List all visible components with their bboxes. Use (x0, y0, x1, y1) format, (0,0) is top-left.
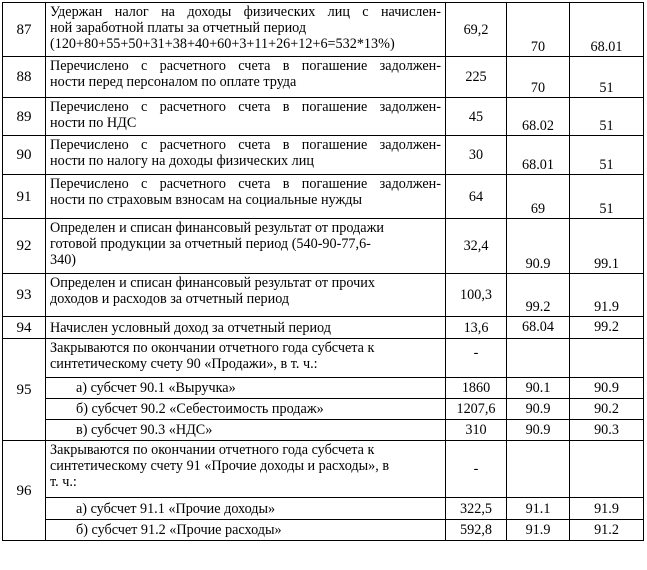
description-line: синтетическому счету 91 «Прочие доходы и расходы», в (50, 458, 390, 474)
entry-amount: 13,6 (446, 317, 507, 339)
credit-account (570, 441, 644, 498)
debit-account: 90.9 (507, 420, 570, 441)
debit-account: 90.1 (507, 378, 570, 399)
entry-amount: 64 (446, 175, 507, 219)
credit-account: 68.01 (570, 3, 644, 57)
credit-account: 90.9 (570, 378, 644, 399)
debit-account (507, 441, 570, 498)
description-line: 340) (50, 252, 77, 268)
description-line: (120+80+55+50+31+38+40+60+3+11+26+12+6=532*13%) (50, 36, 395, 52)
table-row (3, 175, 644, 219)
entry-number: 95 (3, 339, 46, 441)
entry-description (46, 274, 446, 317)
debit-account: 90.9 (507, 219, 570, 274)
credit-account: 51 (570, 57, 644, 98)
entry-amount: 225 (446, 57, 507, 98)
debit-account: 90.9 (507, 399, 570, 420)
description-line: готовой продукции за отчетный период (540-90-77,6- (50, 236, 371, 252)
table-row (3, 378, 644, 399)
credit-account: 99.2 (570, 317, 644, 339)
table-row (3, 399, 644, 420)
entry-description (46, 219, 446, 274)
journal-entries-table (2, 2, 644, 541)
description-line: ности перед персоналом по оплате труда (50, 74, 297, 90)
subaccount-label: в) субсчет 90.3 «НДС» (46, 420, 446, 441)
description-line: ности по страховым взносам на социальные нужды (50, 192, 363, 208)
description-line: т. ч.: (50, 474, 77, 490)
subaccount-label: б) субсчет 91.2 «Прочие расходы» (46, 520, 446, 541)
debit-account: 91.1 (507, 498, 570, 520)
entry-amount: 100,3 (446, 274, 507, 317)
credit-account: 91.9 (570, 274, 644, 317)
description-line: Определен и списан финансовый результат от продажи (50, 220, 384, 236)
table-row (3, 317, 644, 339)
entry-number: 93 (3, 274, 46, 317)
entry-amount: 310 (446, 420, 507, 441)
description-line: Определен и списан финансовый результат от прочих (50, 275, 375, 291)
entry-description (46, 175, 446, 219)
debit-account: 69 (507, 175, 570, 219)
description-line: ной заработной платы за отчетный период (50, 20, 307, 36)
entry-description (46, 339, 446, 378)
entry-description (46, 57, 446, 98)
debit-account: 68.01 (507, 136, 570, 175)
entry-number: 89 (3, 98, 46, 136)
credit-account: 51 (570, 136, 644, 175)
entry-description (46, 317, 446, 339)
table-row (3, 219, 644, 274)
description-line: Перечислено с расчетного счета в погашение задолжен- (50, 137, 441, 153)
entry-number: 88 (3, 57, 46, 98)
debit-account: 91.9 (507, 520, 570, 541)
description-line: Закрываются по окончании отчетного года субсчета к (50, 340, 375, 356)
entry-number: 90 (3, 136, 46, 175)
debit-account (507, 339, 570, 378)
subaccount-label: а) субсчет 91.1 «Прочие доходы» (46, 498, 446, 520)
description-line: синтетическому счету 90 «Продажи», в т. ч.: (50, 356, 318, 372)
credit-account: 91.9 (570, 498, 644, 520)
description-line: ности по НДС (50, 115, 137, 131)
entry-number: 91 (3, 175, 46, 219)
table-row (3, 441, 644, 498)
entry-amount: 1860 (446, 378, 507, 399)
entry-amount: 45 (446, 98, 507, 136)
table-row (3, 520, 644, 541)
entry-number: 87 (3, 3, 46, 57)
credit-account: 90.2 (570, 399, 644, 420)
table-row (3, 274, 644, 317)
entry-amount: - (446, 441, 507, 498)
entry-description (46, 98, 446, 136)
entry-amount: - (446, 339, 507, 378)
credit-account: 51 (570, 98, 644, 136)
description-line: ности по налогу на доходы физических лиц (50, 153, 314, 169)
entry-number: 94 (3, 317, 46, 339)
credit-account (570, 339, 644, 378)
entry-number: 92 (3, 219, 46, 274)
table-row (3, 498, 644, 520)
entry-amount: 1207,6 (446, 399, 507, 420)
debit-account: 70 (507, 3, 570, 57)
description-line: Удержан налог на доходы физических лиц с начислен- (50, 4, 441, 20)
table-row (3, 136, 644, 175)
credit-account: 90.3 (570, 420, 644, 441)
table-row (3, 57, 644, 98)
subaccount-label: а) субсчет 90.1 «Выручка» (46, 378, 446, 399)
debit-account: 68.02 (507, 98, 570, 136)
entry-number: 96 (3, 441, 46, 541)
entry-amount: 592,8 (446, 520, 507, 541)
debit-account: 68.04 (507, 317, 570, 339)
debit-account: 99.2 (507, 274, 570, 317)
entry-description (46, 441, 446, 498)
description-line: Перечислено с расчетного счета в погашение задолжен- (50, 58, 441, 74)
description-line: доходов и расходов за отчетный период (50, 291, 290, 307)
table-row (3, 339, 644, 378)
table-row (3, 420, 644, 441)
entry-amount: 30 (446, 136, 507, 175)
description-line: Перечислено с расчетного счета в погашение задолжен- (50, 176, 441, 192)
entry-amount: 69,2 (446, 3, 507, 57)
description-line: Закрываются по окончании отчетного года субсчета к (50, 442, 375, 458)
description-line: Перечислено с расчетного счета в погашение задолжен- (50, 99, 441, 115)
table-row (3, 3, 644, 57)
entry-description (46, 3, 446, 57)
credit-account: 51 (570, 175, 644, 219)
entry-amount: 32,4 (446, 219, 507, 274)
entry-amount: 322,5 (446, 498, 507, 520)
credit-account: 91.2 (570, 520, 644, 541)
table-row (3, 98, 644, 136)
debit-account: 70 (507, 57, 570, 98)
subaccount-label: б) субсчет 90.2 «Себестоимость продаж» (46, 399, 446, 420)
description-line: Начислен условный доход за отчетный период (50, 320, 331, 336)
entry-description (46, 136, 446, 175)
credit-account: 99.1 (570, 219, 644, 274)
